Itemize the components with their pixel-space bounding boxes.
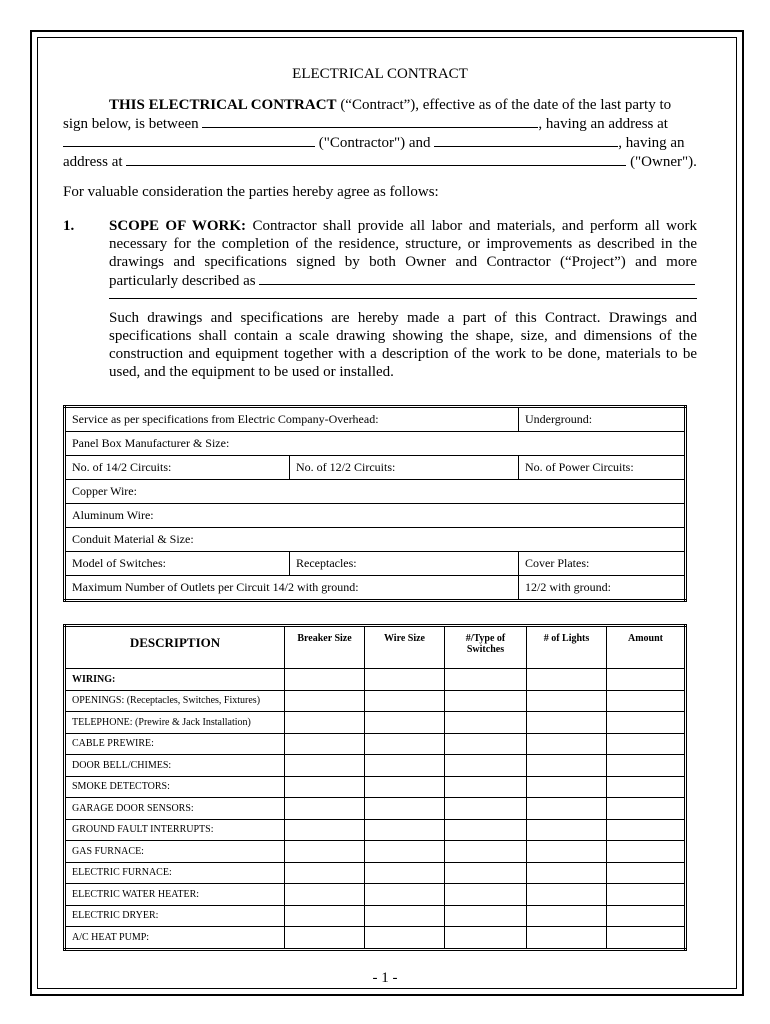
type-switches-cell[interactable] [445, 712, 527, 734]
table-row [65, 432, 686, 456]
receptacles-cell[interactable]: Receptacles: [290, 552, 519, 576]
power-circuits-cell[interactable]: No. of Power Circuits: [519, 456, 686, 480]
lights-cell[interactable] [527, 776, 607, 798]
owner-address-field[interactable] [126, 152, 626, 166]
column-header-breaker: Breaker Size [285, 626, 365, 669]
row-label: WIRING: [65, 669, 285, 691]
document-title: ELECTRICAL CONTRACT [292, 66, 468, 82]
wire-size-cell[interactable] [365, 690, 445, 712]
breaker-size-cell[interactable] [285, 712, 365, 734]
type-switches-cell[interactable] [445, 669, 527, 691]
type-switches-cell[interactable] [445, 755, 527, 777]
table-row [65, 690, 686, 712]
lights-cell[interactable] [527, 733, 607, 755]
row-label: A/C HEAT PUMP: [65, 927, 285, 950]
description-table-body [65, 669, 686, 950]
type-switches-cell[interactable] [445, 798, 527, 820]
wire-size-cell[interactable] [365, 841, 445, 863]
row-label: CABLE PREWIRE: [65, 733, 285, 755]
lights-cell[interactable] [527, 798, 607, 820]
table-row [65, 733, 686, 755]
switches-cell[interactable]: Model of Switches: [65, 552, 290, 576]
breaker-size-cell[interactable] [285, 733, 365, 755]
amount-cell[interactable] [607, 712, 686, 734]
conduit-cell[interactable]: Conduit Material & Size: [65, 528, 686, 552]
type-switches-cell[interactable] [445, 927, 527, 950]
column-header-lights: # of Lights [527, 626, 607, 669]
page-number: - 1 - [372, 970, 398, 986]
breaker-size-cell[interactable] [285, 927, 365, 950]
lights-cell[interactable] [527, 927, 607, 950]
row-label: GARAGE DOOR SENSORS: [65, 798, 285, 820]
amount-cell[interactable] [607, 733, 686, 755]
row-label: ELECTRIC DRYER: [65, 905, 285, 927]
wire-size-cell[interactable] [365, 862, 445, 884]
breaker-size-cell[interactable] [285, 841, 365, 863]
column-header-description: DESCRIPTION [65, 626, 285, 669]
lights-cell[interactable] [527, 884, 607, 906]
type-switches-cell[interactable] [445, 776, 527, 798]
contractor-name-field[interactable] [202, 114, 538, 128]
owner-name-field[interactable] [434, 133, 618, 147]
type-switches-cell[interactable] [445, 862, 527, 884]
table-row [65, 576, 686, 601]
project-description-field[interactable] [259, 271, 695, 285]
lights-cell[interactable] [527, 755, 607, 777]
with-ground-12-2-cell[interactable]: 12/2 with ground: [519, 576, 686, 601]
table-row [65, 862, 686, 884]
amount-cell[interactable] [607, 669, 686, 691]
amount-cell[interactable] [607, 798, 686, 820]
table-row [65, 552, 686, 576]
breaker-size-cell[interactable] [285, 884, 365, 906]
table-row [65, 819, 686, 841]
section-text: Contractor shall provide all labor and materials, and perform all work necessary for the completion of the residence, structure, or improvements as described in the drawings and specifications signed by both Owner and Contractor (“Project”) and more particularly described as [109, 218, 697, 289]
cover-plates-cell[interactable]: Cover Plates: [519, 552, 686, 576]
table-row [65, 755, 686, 777]
panel-box-cell[interactable]: Panel Box Manufacturer & Size: [65, 432, 686, 456]
breaker-size-cell[interactable] [285, 669, 365, 691]
row-label: ELECTRIC WATER HEATER: [65, 884, 285, 906]
amount-cell[interactable] [607, 905, 686, 927]
amount-cell[interactable] [607, 884, 686, 906]
section-heading: SCOPE OF WORK: [109, 218, 247, 234]
lights-cell[interactable] [527, 841, 607, 863]
wire-size-cell[interactable] [365, 927, 445, 950]
type-switches-cell[interactable] [445, 884, 527, 906]
lights-cell[interactable] [527, 712, 607, 734]
type-switches-cell[interactable] [445, 819, 527, 841]
type-switches-cell[interactable] [445, 841, 527, 863]
table-row [65, 669, 686, 691]
project-description-line-2[interactable] [109, 292, 697, 299]
intro-paragraph [63, 96, 697, 171]
table-row [65, 884, 686, 906]
type-switches-cell[interactable] [445, 905, 527, 927]
row-label: OPENINGS: (Receptacles, Switches, Fixtures) [65, 690, 285, 712]
contractor-address-field[interactable] [63, 133, 315, 147]
row-label: TELEPHONE: (Prewire & Jack Installation) [65, 712, 285, 734]
wire-size-cell[interactable] [365, 798, 445, 820]
table-row [65, 798, 686, 820]
wire-size-cell[interactable] [365, 884, 445, 906]
table-row [65, 905, 686, 927]
max-outlets-cell[interactable]: Maximum Number of Outlets per Circuit 14/2 with ground: [65, 576, 519, 601]
underground-cell[interactable]: Underground: [519, 407, 686, 432]
table-row [65, 480, 686, 504]
intro-text-4: , having an address at [63, 135, 685, 170]
table-row [65, 776, 686, 798]
table-row [65, 927, 686, 950]
row-label: DOOR BELL/CHIMES: [65, 755, 285, 777]
breaker-size-cell[interactable] [285, 690, 365, 712]
amount-cell[interactable] [607, 690, 686, 712]
wire-size-cell[interactable] [365, 733, 445, 755]
type-switches-cell[interactable] [445, 690, 527, 712]
table-row [65, 841, 686, 863]
table-row [65, 456, 686, 480]
wire-size-cell[interactable] [365, 755, 445, 777]
service-overhead-cell[interactable]: Service as per specifications from Electric Company-Overhead: [65, 407, 519, 432]
lights-cell[interactable] [527, 905, 607, 927]
wire-size-cell[interactable] [365, 905, 445, 927]
amount-cell[interactable] [607, 776, 686, 798]
intro-text-5: ("Owner"). [626, 154, 697, 170]
row-label: SMOKE DETECTORS: [65, 776, 285, 798]
breaker-size-cell[interactable] [285, 905, 365, 927]
lights-cell[interactable] [527, 669, 607, 691]
amount-cell[interactable] [607, 755, 686, 777]
circuits-14-2-cell[interactable]: No. of 14/2 Circuits: [65, 456, 290, 480]
wire-size-cell[interactable] [365, 669, 445, 691]
amount-cell[interactable] [607, 819, 686, 841]
copper-wire-cell[interactable]: Copper Wire: [65, 480, 686, 504]
consideration-text: For valuable consideration the parties hereby agree as follows: [63, 184, 439, 200]
intro-bold-lead: THIS ELECTRICAL CONTRACT [109, 97, 337, 113]
intro-text-1: (“Contract”), effective as of the date of the last party to sign below, is between [63, 97, 672, 132]
type-switches-cell[interactable] [445, 733, 527, 755]
aluminum-wire-cell[interactable]: Aluminum Wire: [65, 504, 686, 528]
lights-cell[interactable] [527, 690, 607, 712]
breaker-size-cell[interactable] [285, 862, 365, 884]
wire-size-cell[interactable] [365, 819, 445, 841]
column-header-amount: Amount [607, 626, 686, 669]
amount-cell[interactable] [607, 862, 686, 884]
specifications-table [63, 405, 687, 602]
amount-cell[interactable] [607, 841, 686, 863]
breaker-size-cell[interactable] [285, 819, 365, 841]
breaker-size-cell[interactable] [285, 755, 365, 777]
column-header-wire: Wire Size [365, 626, 445, 669]
wire-size-cell[interactable] [365, 712, 445, 734]
section-paragraph-2: Such drawings and specifications are hereby made a part of this Contract. Drawings and specifications shall contain a scale drawing showing the shape, size, and dimensions of the construction and equipment together with a description of the work to be done, materials to be used, and the equipment to be used or installed. [109, 310, 697, 380]
lights-cell[interactable] [527, 862, 607, 884]
amount-cell[interactable] [607, 927, 686, 950]
intro-text-2: , having an address at [538, 116, 668, 132]
section-number: 1. [63, 218, 75, 234]
row-label: GAS FURNACE: [65, 841, 285, 863]
breaker-size-cell[interactable] [285, 776, 365, 798]
breaker-size-cell[interactable] [285, 798, 365, 820]
table-row [65, 504, 686, 528]
table-row [65, 528, 686, 552]
description-table [63, 624, 687, 951]
intro-text-3: ("Contractor") and [315, 135, 435, 151]
row-label: ELECTRIC FURNACE: [65, 862, 285, 884]
section-body [109, 217, 697, 381]
table-row [65, 712, 686, 734]
table-row [65, 407, 686, 432]
table-header-row [65, 626, 686, 669]
document-body [63, 64, 697, 381]
wire-size-cell[interactable] [365, 776, 445, 798]
circuits-12-2-cell[interactable]: No. of 12/2 Circuits: [290, 456, 519, 480]
lights-cell[interactable] [527, 819, 607, 841]
section-scope-of-work [63, 217, 697, 381]
row-label: GROUND FAULT INTERRUPTS: [65, 819, 285, 841]
column-header-type-switches: #/Type of Switches [445, 626, 527, 669]
